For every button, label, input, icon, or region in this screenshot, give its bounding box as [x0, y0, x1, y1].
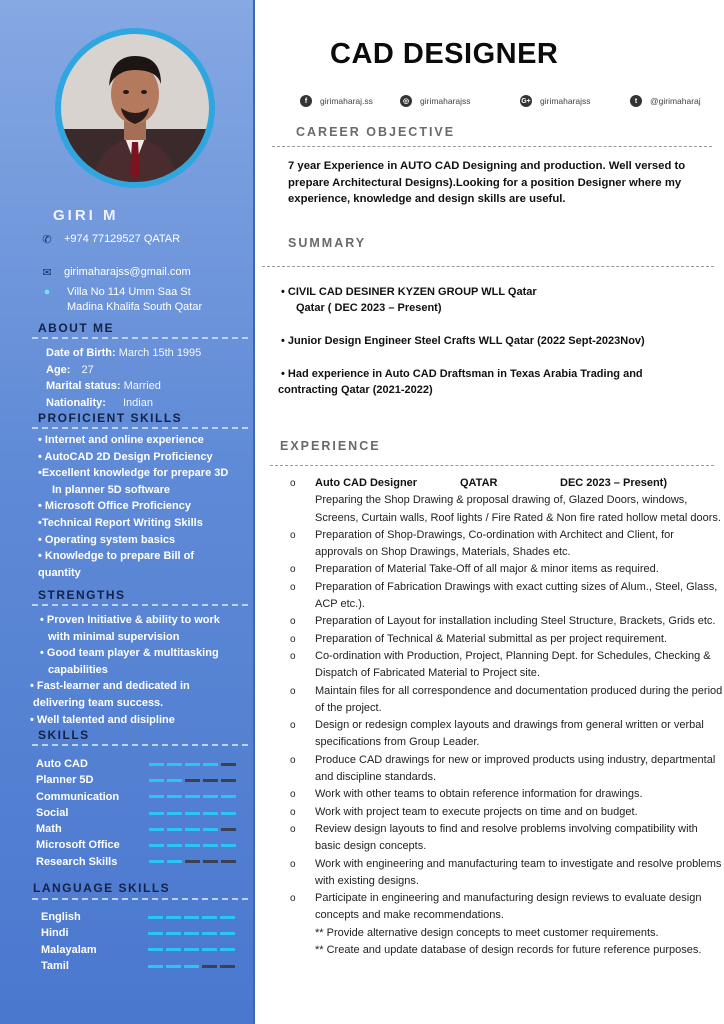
rating-bars [148, 932, 235, 935]
social-googleplus[interactable] [520, 95, 591, 107]
experience-bullet: Work with project team to execute projects on time and on budget. [315, 805, 638, 818]
rating-bar-filled [202, 916, 217, 919]
social-handle[interactable]: girimaharajss [540, 96, 591, 106]
social-instagram[interactable] [400, 95, 471, 107]
list-item [290, 804, 724, 821]
rating-bar-filled [202, 948, 217, 951]
experience-bullet: Work with engineering and manufacturing team to investigate and resolve problems with existing designs. [315, 857, 722, 887]
divider [32, 427, 248, 429]
rating-bar-filled [184, 948, 199, 951]
social-handle[interactable]: girimaharajss [420, 96, 471, 106]
divider [262, 266, 714, 267]
profile-photo [55, 28, 215, 188]
list-item [290, 821, 724, 856]
skill-row [36, 756, 236, 772]
list-item: • AutoCAD 2D Design Proficiency [38, 450, 213, 463]
marital-label: Marital status: [46, 380, 121, 392]
list-item: capabilities [48, 663, 108, 676]
skills-heading: SKILLS [38, 728, 90, 742]
rating-bar-filled [148, 965, 163, 968]
address-line-1: Villa No 114 Umm Saa St [67, 286, 191, 298]
rating-bar-filled [220, 932, 235, 935]
divider [32, 898, 248, 900]
skill-name: Math [36, 823, 62, 836]
email-text[interactable]: girimaharajss@gmail.com [64, 266, 191, 278]
rating-bar-filled [185, 828, 200, 831]
rating-bar-filled [149, 860, 164, 863]
language-row [41, 942, 235, 958]
strengths-list [30, 612, 250, 728]
list-item [290, 752, 724, 787]
summary-item-3-sub: contracting Qatar (2021-2022) [278, 384, 433, 396]
experience-list [290, 475, 724, 959]
experience-bullet: Preparation of Material Take-Off of all major & minor items as required. [315, 563, 659, 576]
rating-bars [148, 965, 235, 968]
list-item [290, 613, 724, 630]
rating-bar-filled [185, 812, 200, 815]
proficient-list [38, 432, 250, 581]
language-row [41, 925, 235, 941]
rating-bars [149, 779, 236, 782]
experience-bullet: Co-ordination with Production, Project, Planning Dept. for Schedules, Checking & Dispatch of Fabricated Material to Project site. [315, 649, 711, 680]
language-row [41, 958, 235, 974]
experience-bullet: Preparation of Shop-Drawings, Co-ordination with Architect and Client, for approvals on Shop Drawings, Materials, Shades etc. [315, 528, 674, 559]
experience-note: ** Create and update database of design records for future reference purposes. [315, 944, 702, 957]
facebook-icon: f [300, 95, 312, 107]
list-item: • Fast-learner and dedicated in [30, 680, 190, 693]
experience-bullet: Design or redesign complex layouts and drawings from general written or verbal specifications from Group Leader. [315, 719, 704, 749]
rating-bar-filled [221, 812, 236, 815]
list-item [290, 717, 724, 752]
dob-label: Date of Birth: [46, 347, 116, 359]
rating-bar-empty [202, 965, 217, 968]
rating-bar-empty [203, 779, 218, 782]
rating-bar-filled [202, 932, 217, 935]
list-item [290, 925, 724, 942]
experience-bullet: Review design layouts to find and resolve problems involving compatibility with basic design concepts. [315, 822, 698, 853]
rating-bar-filled [148, 932, 163, 935]
circle-bullet-icon: o [290, 685, 296, 697]
list-item [290, 942, 724, 959]
list-item [290, 631, 724, 648]
rating-bar-filled [184, 932, 199, 935]
rating-bar-empty [221, 763, 236, 766]
list-item [290, 561, 724, 578]
list-item: • Knowledge to prepare Bill of [38, 550, 195, 563]
rating-bar-filled [185, 795, 200, 798]
experience-bullet: Preparation of Technical & Material submittal as per project requirement. [315, 632, 667, 645]
circle-bullet-icon: o [290, 478, 296, 489]
experience-bullet: Participate in engineering and manufacturing design reviews to evaluate design concepts and make recommendations. [315, 892, 702, 922]
rating-bars [149, 844, 236, 847]
list-item: quantity [38, 566, 81, 579]
skill-row [36, 821, 236, 837]
rating-bar-filled [221, 844, 236, 847]
rating-bar-empty [185, 860, 200, 863]
language-name: Tamil [41, 960, 69, 973]
skill-row [36, 789, 236, 805]
phone-icon: ✆ [42, 234, 52, 246]
googleplus-icon: G+ [520, 95, 532, 107]
list-item: • Well talented and disipline [30, 713, 175, 726]
email-row[interactable] [40, 266, 191, 279]
job-header [315, 475, 724, 492]
list-item: •Excellent knowledge for prepare 3D [38, 467, 229, 480]
location-pin-icon: ● [43, 286, 51, 298]
rating-bar-filled [149, 844, 164, 847]
rating-bar-filled [167, 779, 182, 782]
list-item: with minimal supervision [48, 630, 180, 643]
language-name: Hindi [41, 927, 69, 940]
list-item: • Proven Initiative & ability to work [40, 614, 220, 626]
skills-list [36, 756, 236, 870]
rating-bars [149, 860, 236, 863]
summary-heading: SUMMARY [288, 236, 367, 250]
skill-name: Planner 5D [36, 774, 94, 787]
circle-bullet-icon: o [290, 650, 296, 662]
strengths-heading: STRENGTHS [38, 588, 126, 602]
job-period: DEC 2023 – Present) [560, 477, 667, 489]
skill-row [36, 772, 236, 788]
divider [272, 146, 712, 147]
skill-row [36, 805, 236, 821]
list-item [290, 786, 724, 803]
bullet-spacer [290, 942, 315, 959]
list-item [290, 475, 724, 527]
list-item [290, 856, 724, 891]
candidate-name: GIRI M [53, 207, 119, 224]
rating-bar-filled [149, 812, 164, 815]
language-name: English [41, 911, 81, 924]
circle-bullet-icon: o [290, 581, 296, 593]
summary-item-3: • Had experience in Auto CAD Draftsman in Texas Arabia Trading and [281, 368, 643, 380]
rating-bar-filled [203, 812, 218, 815]
social-handle[interactable]: girimaharaj.ss [320, 96, 373, 106]
rating-bar-filled [203, 828, 218, 831]
job-intro: Preparing the Shop Drawing & proposal drawing of, Glazed Doors, windows, Screens, Curtain walls, Roof lights / Fire Rated & Non fire rated hollow metal doors. [315, 494, 721, 524]
rating-bar-filled [148, 948, 163, 951]
rating-bars [149, 828, 236, 831]
rating-bar-filled [167, 844, 182, 847]
twitter-icon: t [630, 95, 642, 107]
list-item [290, 648, 724, 683]
language-row [41, 909, 235, 925]
phone-row [40, 233, 180, 246]
rating-bar-filled [166, 932, 181, 935]
social-twitter[interactable] [630, 95, 701, 107]
rating-bar-filled [184, 916, 199, 919]
language-name: Malayalam [41, 943, 97, 956]
skill-name: Microsoft Office [36, 839, 120, 852]
rating-bar-filled [185, 844, 200, 847]
rating-bar-filled [167, 828, 182, 831]
divider [32, 744, 248, 746]
sidebar [0, 0, 255, 1024]
rating-bar-filled [220, 916, 235, 919]
skill-name: Communication [36, 790, 120, 803]
circle-bullet-icon: o [290, 893, 296, 905]
rating-bars [149, 795, 236, 798]
experience-heading: EXPERIENCE [280, 439, 381, 453]
skill-name: Social [36, 806, 69, 819]
list-item: • Microsoft Office Proficiency [38, 500, 191, 513]
list-item [290, 527, 724, 562]
list-item [290, 579, 724, 614]
rating-bar-empty [221, 828, 236, 831]
rating-bar-empty [221, 779, 236, 782]
circle-bullet-icon: o [290, 806, 296, 818]
marital-value: Married [123, 380, 161, 392]
rating-bar-empty [220, 965, 235, 968]
rating-bar-filled [149, 795, 164, 798]
objective-heading: CAREER OBJECTIVE [296, 125, 456, 139]
language-heading: LANGUAGE SKILLS [33, 881, 171, 895]
skill-name: Research Skills [36, 855, 118, 868]
divider [32, 604, 248, 606]
rating-bar-filled [166, 965, 181, 968]
rating-bar-filled [203, 763, 218, 766]
experience-bullet: Maintain files for all correspondence and documentation produced during the period of the project. [315, 684, 723, 714]
experience-bullet: Preparation of Layout for installation including Steel Structure, Brackets, Grids etc. [315, 615, 716, 628]
rating-bar-filled [203, 795, 218, 798]
experience-bullet: Work with other teams to obtain reference information for drawings. [315, 788, 643, 801]
circle-bullet-icon: o [290, 529, 296, 541]
nationality-value: Indian [122, 396, 153, 409]
instagram-icon: ◎ [400, 95, 412, 107]
phone-text: +974 77129527 QATAR [64, 233, 181, 245]
list-item: • Operating system basics [38, 533, 176, 546]
rating-bar-filled [166, 916, 181, 919]
skill-row [36, 837, 236, 853]
rating-bar-filled [149, 763, 164, 766]
circle-bullet-icon: o [290, 564, 296, 576]
rating-bar-filled [185, 763, 200, 766]
list-item [290, 683, 724, 718]
divider [270, 465, 714, 466]
nationality-label: Nationality: [46, 396, 106, 409]
rating-bar-filled [167, 812, 182, 815]
list-item: • Internet and online experience [38, 434, 204, 446]
language-list [41, 909, 235, 975]
rating-bars [148, 916, 235, 919]
about-heading: ABOUT ME [38, 321, 114, 335]
proficient-heading: PROFICIENT SKILLS [38, 411, 183, 425]
experience-bullet: Produce CAD drawings for new or improved products using industry, departmental and discipline standards. [315, 753, 716, 784]
address-line-2: Madina Khalifa South Qatar [67, 301, 203, 313]
social-facebook[interactable] [300, 95, 373, 107]
skill-name: Auto CAD [36, 758, 88, 770]
rating-bar-filled [167, 763, 182, 766]
rating-bar-filled [221, 795, 236, 798]
list-item: delivering team success. [33, 696, 164, 709]
rating-bar-empty [203, 860, 218, 863]
rating-bar-filled [167, 860, 182, 863]
rating-bar-filled [167, 795, 182, 798]
age-label: Age: [46, 363, 71, 376]
objective-text: 7 year Experience in AUTO CAD Designing and production. Well versed to prepare Architectural Designs).Looking for a position Designer where my experience, knowledge and design skills are useful. [288, 160, 686, 205]
list-item: • Good team player & multitasking [40, 647, 219, 660]
list-item: In planner 5D software [52, 483, 170, 496]
summary-item-1-sub: Qatar ( DEC 2023 – Present) [296, 302, 442, 314]
page-title: CAD DESIGNER [330, 38, 559, 70]
circle-bullet-icon: o [290, 789, 296, 801]
summary-item-1: • CIVIL CAD DESINER KYZEN GROUP WLL Qatar [281, 286, 537, 298]
experience-bullet: Preparation of Fabrication Drawings with exact cutting sizes of Alum., Steel, Glass, ACP etc.). [315, 580, 718, 611]
about-details [46, 345, 201, 411]
summary-item-2: • Junior Design Engineer Steel Crafts WLL Qatar (2022 Sept-2023Nov) [281, 335, 645, 347]
address-row [40, 285, 202, 315]
experience-note: ** Provide alternative design concepts to meet customer requirements. [315, 926, 659, 939]
rating-bar-filled [149, 828, 164, 831]
list-item [290, 890, 724, 925]
rating-bars [148, 948, 235, 951]
rating-bar-filled [148, 916, 163, 919]
rating-bars [149, 763, 236, 766]
social-handle[interactable]: @girimaharaj [650, 96, 701, 106]
job-role: Auto CAD Designer [315, 477, 418, 489]
rating-bar-filled [166, 948, 181, 951]
rating-bar-empty [185, 779, 200, 782]
rating-bar-filled [149, 779, 164, 782]
envelope-icon: ✉ [42, 267, 52, 279]
avatar [61, 34, 209, 182]
circle-bullet-icon: o [290, 858, 296, 870]
rating-bar-filled [184, 965, 199, 968]
circle-bullet-icon: o [290, 823, 296, 835]
circle-bullet-icon: o [290, 754, 296, 766]
skill-row [36, 854, 236, 870]
bullet-spacer [290, 925, 315, 942]
dob-value: March 15th 1995 [118, 347, 202, 359]
rating-bar-filled [203, 844, 218, 847]
age-value: 27 [81, 363, 94, 376]
job-location: QATAR [460, 477, 498, 489]
divider [32, 337, 248, 339]
list-item: •Technical Report Writing Skills [38, 516, 203, 529]
circle-bullet-icon: o [290, 616, 296, 628]
circle-bullet-icon: o [290, 720, 296, 732]
rating-bars [149, 812, 236, 815]
circle-bullet-icon: o [290, 633, 296, 645]
rating-bar-empty [221, 860, 236, 863]
rating-bar-filled [220, 948, 235, 951]
